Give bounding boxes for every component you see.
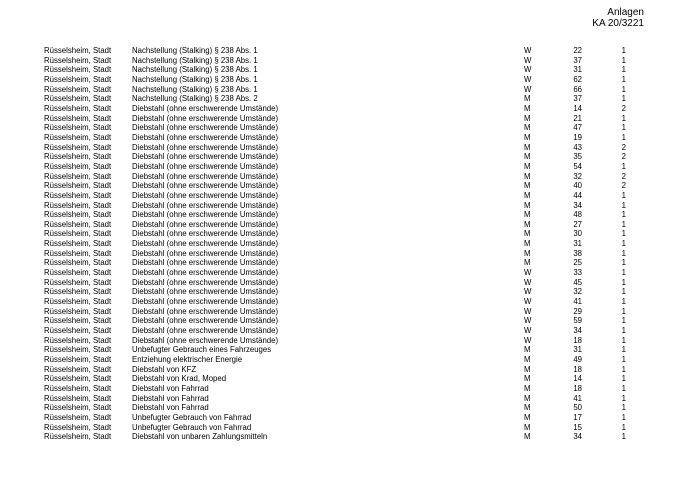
cell-alter: 37 [573,94,582,104]
table-row [0,152,700,162]
cell-anzahl: 1 [621,46,626,55]
cell-geschlecht: M [524,355,531,364]
cell-geschlecht: W [524,297,532,307]
cell-anzahl: 2 [621,103,626,113]
cell-alter: 37 [573,55,582,65]
cell-delikt: Diebstahl von Krad, Moped [132,374,227,384]
cell-ort: Rüsselsheim, Stadt [44,374,112,384]
document-header [592,7,644,29]
cell-alter: 66 [573,84,582,94]
cell-anzahl: 1 [621,190,626,200]
cell-alter: 18 [573,335,582,345]
cell-delikt: Diebstahl von KFZ [132,364,197,374]
table-row [0,143,700,153]
cell-anzahl: 1 [621,161,626,171]
header-line-anlagen: Anlagen [607,7,644,18]
cell-alter: 15 [573,422,582,432]
cell-ort: Rüsselsheim, Stadt [44,345,112,355]
cell-ort: Rüsselsheim, Stadt [44,326,112,336]
cell-delikt: Nachstellung (Stalking) § 238 Abs. 1 [132,84,258,94]
cell-delikt: Diebstahl (ohne erschwerende Umstände) [132,248,279,258]
cell-alter: 59 [573,316,582,326]
cell-alter: 50 [573,403,582,413]
cell-ort: Rüsselsheim, Stadt [44,422,112,432]
cell-geschlecht: M [524,345,531,355]
cell-alter: 34 [573,326,582,336]
cell-delikt: Diebstahl von Fahrrad [132,393,209,403]
table-row [0,75,700,85]
cell-alter: 14 [573,103,582,113]
cell-ort: Rüsselsheim, Stadt [44,65,112,75]
cell-anzahl: 1 [621,287,626,297]
cell-delikt: Diebstahl (ohne erschwerende Umstände) [132,190,279,200]
cell-geschlecht: W [524,84,532,94]
cell-alter: 41 [573,297,582,307]
table-row [0,162,700,172]
cell-delikt: Nachstellung (Stalking) § 238 Abs. 2 [132,94,258,104]
cell-delikt: Diebstahl (ohne erschwerende Umstände) [132,152,279,162]
data-table [0,46,700,442]
cell-ort: Rüsselsheim, Stadt [44,403,112,413]
cell-delikt: Diebstahl (ohne erschwerende Umstände) [132,103,279,113]
cell-delikt: Nachstellung (Stalking) § 238 Abs. 1 [132,74,258,84]
cell-anzahl: 1 [621,94,626,104]
cell-geschlecht: M [524,210,531,220]
cell-anzahl: 1 [621,383,626,393]
cell-anzahl: 1 [621,74,626,84]
cell-anzahl: 1 [621,326,626,336]
table-row [0,172,700,182]
cell-geschlecht: M [524,142,531,152]
cell-ort: Rüsselsheim, Stadt [44,152,112,162]
table-row [0,287,700,297]
table-row [0,210,700,220]
cell-delikt: Diebstahl (ohne erschwerende Umstände) [132,161,279,171]
cell-anzahl: 1 [621,393,626,403]
cell-alter: 27 [573,219,582,229]
cell-anzahl: 2 [621,171,626,181]
cell-anzahl: 1 [621,229,626,239]
cell-ort: Rüsselsheim, Stadt [44,355,112,364]
cell-delikt: Unbefugter Gebrauch eines Fahrzeuges [132,345,272,355]
cell-geschlecht: M [524,219,531,229]
cell-anzahl: 1 [621,268,626,278]
cell-geschlecht: M [524,181,531,191]
cell-alter: 32 [573,171,582,181]
cell-alter: 48 [573,210,582,220]
cell-anzahl: 1 [621,277,626,287]
cell-anzahl: 1 [621,422,626,432]
cell-anzahl: 1 [621,55,626,65]
cell-delikt: Diebstahl (ohne erschwerende Umstände) [132,326,279,336]
cell-delikt: Unbefugter Gebrauch von Fahrrad [132,422,252,432]
cell-geschlecht: W [524,326,532,336]
cell-ort: Rüsselsheim, Stadt [44,181,112,191]
cell-alter: 14 [573,374,582,384]
cell-alter: 18 [573,364,582,374]
cell-geschlecht: M [524,132,531,142]
cell-anzahl: 1 [621,84,626,94]
cell-delikt: Nachstellung (Stalking) § 238 Abs. 1 [132,65,258,75]
cell-alter: 45 [573,277,582,287]
cell-alter: 62 [573,74,582,84]
cell-anzahl: 1 [621,355,626,364]
table-row [0,394,700,404]
cell-alter: 29 [573,306,582,316]
cell-alter: 31 [573,345,582,355]
cell-ort: Rüsselsheim, Stadt [44,94,112,104]
cell-alter: 22 [573,46,582,55]
cell-ort: Rüsselsheim, Stadt [44,113,112,123]
table-row [0,181,700,191]
cell-ort: Rüsselsheim, Stadt [44,210,112,220]
cell-geschlecht: M [524,364,531,374]
cell-ort: Rüsselsheim, Stadt [44,364,112,374]
table-row [0,229,700,239]
cell-anzahl: 2 [621,181,626,191]
cell-geschlecht: M [524,258,531,268]
cell-anzahl: 1 [621,316,626,326]
cell-anzahl: 1 [621,210,626,220]
cell-delikt: Diebstahl (ohne erschwerende Umstände) [132,316,279,326]
cell-geschlecht: W [524,277,532,287]
cell-ort: Rüsselsheim, Stadt [44,123,112,133]
cell-alter: 18 [573,383,582,393]
table-row [0,268,700,278]
cell-delikt: Diebstahl (ohne erschwerende Umstände) [132,239,279,249]
cell-alter: 33 [573,268,582,278]
cell-alter: 40 [573,181,582,191]
cell-ort: Rüsselsheim, Stadt [44,229,112,239]
cell-delikt: Unbefugter Gebrauch von Fahrrad [132,412,252,422]
table-row [0,220,700,230]
table-row [0,297,700,307]
cell-anzahl: 1 [621,403,626,413]
cell-delikt: Diebstahl (ohne erschwerende Umstände) [132,142,279,152]
cell-ort: Rüsselsheim, Stadt [44,239,112,249]
cell-ort: Rüsselsheim, Stadt [44,297,112,307]
cell-ort: Rüsselsheim, Stadt [44,132,112,142]
cell-anzahl: 1 [621,297,626,307]
cell-geschlecht: M [524,383,531,393]
cell-delikt: Diebstahl (ohne erschwerende Umstände) [132,306,279,316]
cell-delikt: Diebstahl (ohne erschwerende Umstände) [132,268,279,278]
cell-ort: Rüsselsheim, Stadt [44,161,112,171]
cell-geschlecht: W [524,268,532,278]
table-row [0,384,700,394]
cell-delikt: Diebstahl (ohne erschwerende Umstände) [132,113,279,123]
cell-geschlecht: M [524,113,531,123]
table-row [0,413,700,423]
table-row [0,432,700,442]
table-row [0,316,700,326]
cell-delikt: Diebstahl (ohne erschwerende Umstände) [132,200,279,210]
table-row [0,403,700,413]
cell-delikt: Diebstahl (ohne erschwerende Umstände) [132,210,279,220]
cell-geschlecht: M [524,422,531,432]
cell-anzahl: 2 [621,142,626,152]
cell-ort: Rüsselsheim, Stadt [44,142,112,152]
cell-geschlecht: W [524,287,532,297]
table-row [0,46,700,56]
cell-delikt: Diebstahl (ohne erschwerende Umstände) [132,297,279,307]
cell-geschlecht: M [524,248,531,258]
cell-geschlecht: M [524,171,531,181]
table-row [0,104,700,114]
cell-geschlecht: M [524,403,531,413]
cell-anzahl: 1 [621,248,626,258]
cell-ort: Rüsselsheim, Stadt [44,316,112,326]
cell-geschlecht: M [524,152,531,162]
cell-delikt: Entziehung elektrischer Energie [132,355,243,364]
cell-geschlecht: W [524,335,532,345]
cell-delikt: Diebstahl von unbaren Zahlungsmitteln [132,432,268,442]
cell-geschlecht: M [524,94,531,104]
cell-anzahl: 1 [621,364,626,374]
cell-ort: Rüsselsheim, Stadt [44,258,112,268]
cell-alter: 43 [573,142,582,152]
cell-geschlecht: W [524,55,532,65]
cell-delikt: Diebstahl (ohne erschwerende Umstände) [132,229,279,239]
cell-ort: Rüsselsheim, Stadt [44,248,112,258]
cell-ort: Rüsselsheim, Stadt [44,335,112,345]
cell-anzahl: 1 [621,200,626,210]
cell-geschlecht: M [524,393,531,403]
cell-alter: 35 [573,152,582,162]
cell-delikt: Diebstahl (ohne erschwerende Umstände) [132,258,279,268]
cell-geschlecht: W [524,65,532,75]
cell-ort: Rüsselsheim, Stadt [44,84,112,94]
cell-anzahl: 1 [621,132,626,142]
cell-geschlecht: M [524,374,531,384]
table-row [0,278,700,288]
table-row [0,355,700,365]
cell-ort: Rüsselsheim, Stadt [44,432,112,442]
cell-alter: 44 [573,190,582,200]
table-row [0,365,700,375]
cell-anzahl: 1 [621,345,626,355]
table-row [0,133,700,143]
cell-ort: Rüsselsheim, Stadt [44,46,112,55]
cell-geschlecht: W [524,46,532,55]
cell-anzahl: 1 [621,258,626,268]
cell-geschlecht: M [524,200,531,210]
table-row [0,85,700,95]
cell-alter: 41 [573,393,582,403]
cell-alter: 34 [573,200,582,210]
cell-alter: 25 [573,258,582,268]
cell-alter: 31 [573,65,582,75]
table-row [0,345,700,355]
cell-anzahl: 1 [621,335,626,345]
cell-delikt: Diebstahl (ohne erschwerende Umstände) [132,171,279,181]
cell-ort: Rüsselsheim, Stadt [44,412,112,422]
cell-delikt: Diebstahl (ohne erschwerende Umstände) [132,335,279,345]
table-row [0,65,700,75]
cell-ort: Rüsselsheim, Stadt [44,103,112,113]
cell-delikt: Diebstahl (ohne erschwerende Umstände) [132,132,279,142]
cell-geschlecht: W [524,306,532,316]
cell-geschlecht: W [524,316,532,326]
cell-delikt: Diebstahl von Fahrrad [132,383,209,393]
cell-ort: Rüsselsheim, Stadt [44,277,112,287]
cell-delikt: Diebstahl (ohne erschwerende Umstände) [132,181,279,191]
cell-alter: 38 [573,248,582,258]
cell-ort: Rüsselsheim, Stadt [44,200,112,210]
table-row [0,258,700,268]
cell-ort: Rüsselsheim, Stadt [44,287,112,297]
cell-anzahl: 1 [621,306,626,316]
cell-delikt: Diebstahl (ohne erschwerende Umstände) [132,277,279,287]
cell-alter: 19 [573,132,582,142]
table-row [0,114,700,124]
cell-alter: 31 [573,239,582,249]
cell-delikt: Diebstahl (ohne erschwerende Umstände) [132,123,279,133]
cell-ort: Rüsselsheim, Stadt [44,171,112,181]
cell-ort: Rüsselsheim, Stadt [44,306,112,316]
cell-alter: 32 [573,287,582,297]
cell-geschlecht: M [524,190,531,200]
cell-anzahl: 1 [621,219,626,229]
cell-alter: 47 [573,123,582,133]
cell-delikt: Nachstellung (Stalking) § 238 Abs. 1 [132,46,258,55]
cell-geschlecht: M [524,103,531,113]
table-row [0,374,700,384]
table-row [0,123,700,133]
cell-ort: Rüsselsheim, Stadt [44,219,112,229]
cell-geschlecht: M [524,229,531,239]
cell-geschlecht: W [524,74,532,84]
cell-alter: 17 [573,412,582,422]
cell-ort: Rüsselsheim, Stadt [44,74,112,84]
table-row [0,191,700,201]
cell-ort: Rüsselsheim, Stadt [44,55,112,65]
table-row [0,336,700,346]
table-row [0,94,700,104]
cell-delikt: Diebstahl von Fahrrad [132,403,209,413]
cell-alter: 34 [573,432,582,442]
cell-delikt: Nachstellung (Stalking) § 238 Abs. 1 [132,55,258,65]
cell-ort: Rüsselsheim, Stadt [44,383,112,393]
cell-alter: 21 [573,113,582,123]
cell-delikt: Diebstahl (ohne erschwerende Umstände) [132,287,279,297]
cell-anzahl: 1 [621,113,626,123]
cell-anzahl: 1 [621,374,626,384]
cell-ort: Rüsselsheim, Stadt [44,393,112,403]
cell-geschlecht: M [524,432,531,442]
table-row [0,239,700,249]
cell-ort: Rüsselsheim, Stadt [44,268,112,278]
table-row [0,307,700,317]
cell-geschlecht: M [524,123,531,133]
cell-delikt: Diebstahl (ohne erschwerende Umstände) [132,219,279,229]
cell-anzahl: 2 [621,152,626,162]
cell-anzahl: 1 [621,239,626,249]
cell-anzahl: 1 [621,65,626,75]
header-line-ka: KA 20/3221 [592,18,644,29]
cell-geschlecht: M [524,239,531,249]
cell-geschlecht: M [524,412,531,422]
cell-alter: 30 [573,229,582,239]
table-row [0,56,700,66]
cell-anzahl: 1 [621,412,626,422]
table-row [0,201,700,211]
cell-geschlecht: M [524,161,531,171]
cell-anzahl: 1 [621,432,626,442]
table-row [0,249,700,259]
table-row [0,326,700,336]
table-row [0,423,700,433]
cell-alter: 54 [573,161,582,171]
cell-alter: 49 [573,355,582,364]
cell-ort: Rüsselsheim, Stadt [44,190,112,200]
cell-anzahl: 1 [621,123,626,133]
